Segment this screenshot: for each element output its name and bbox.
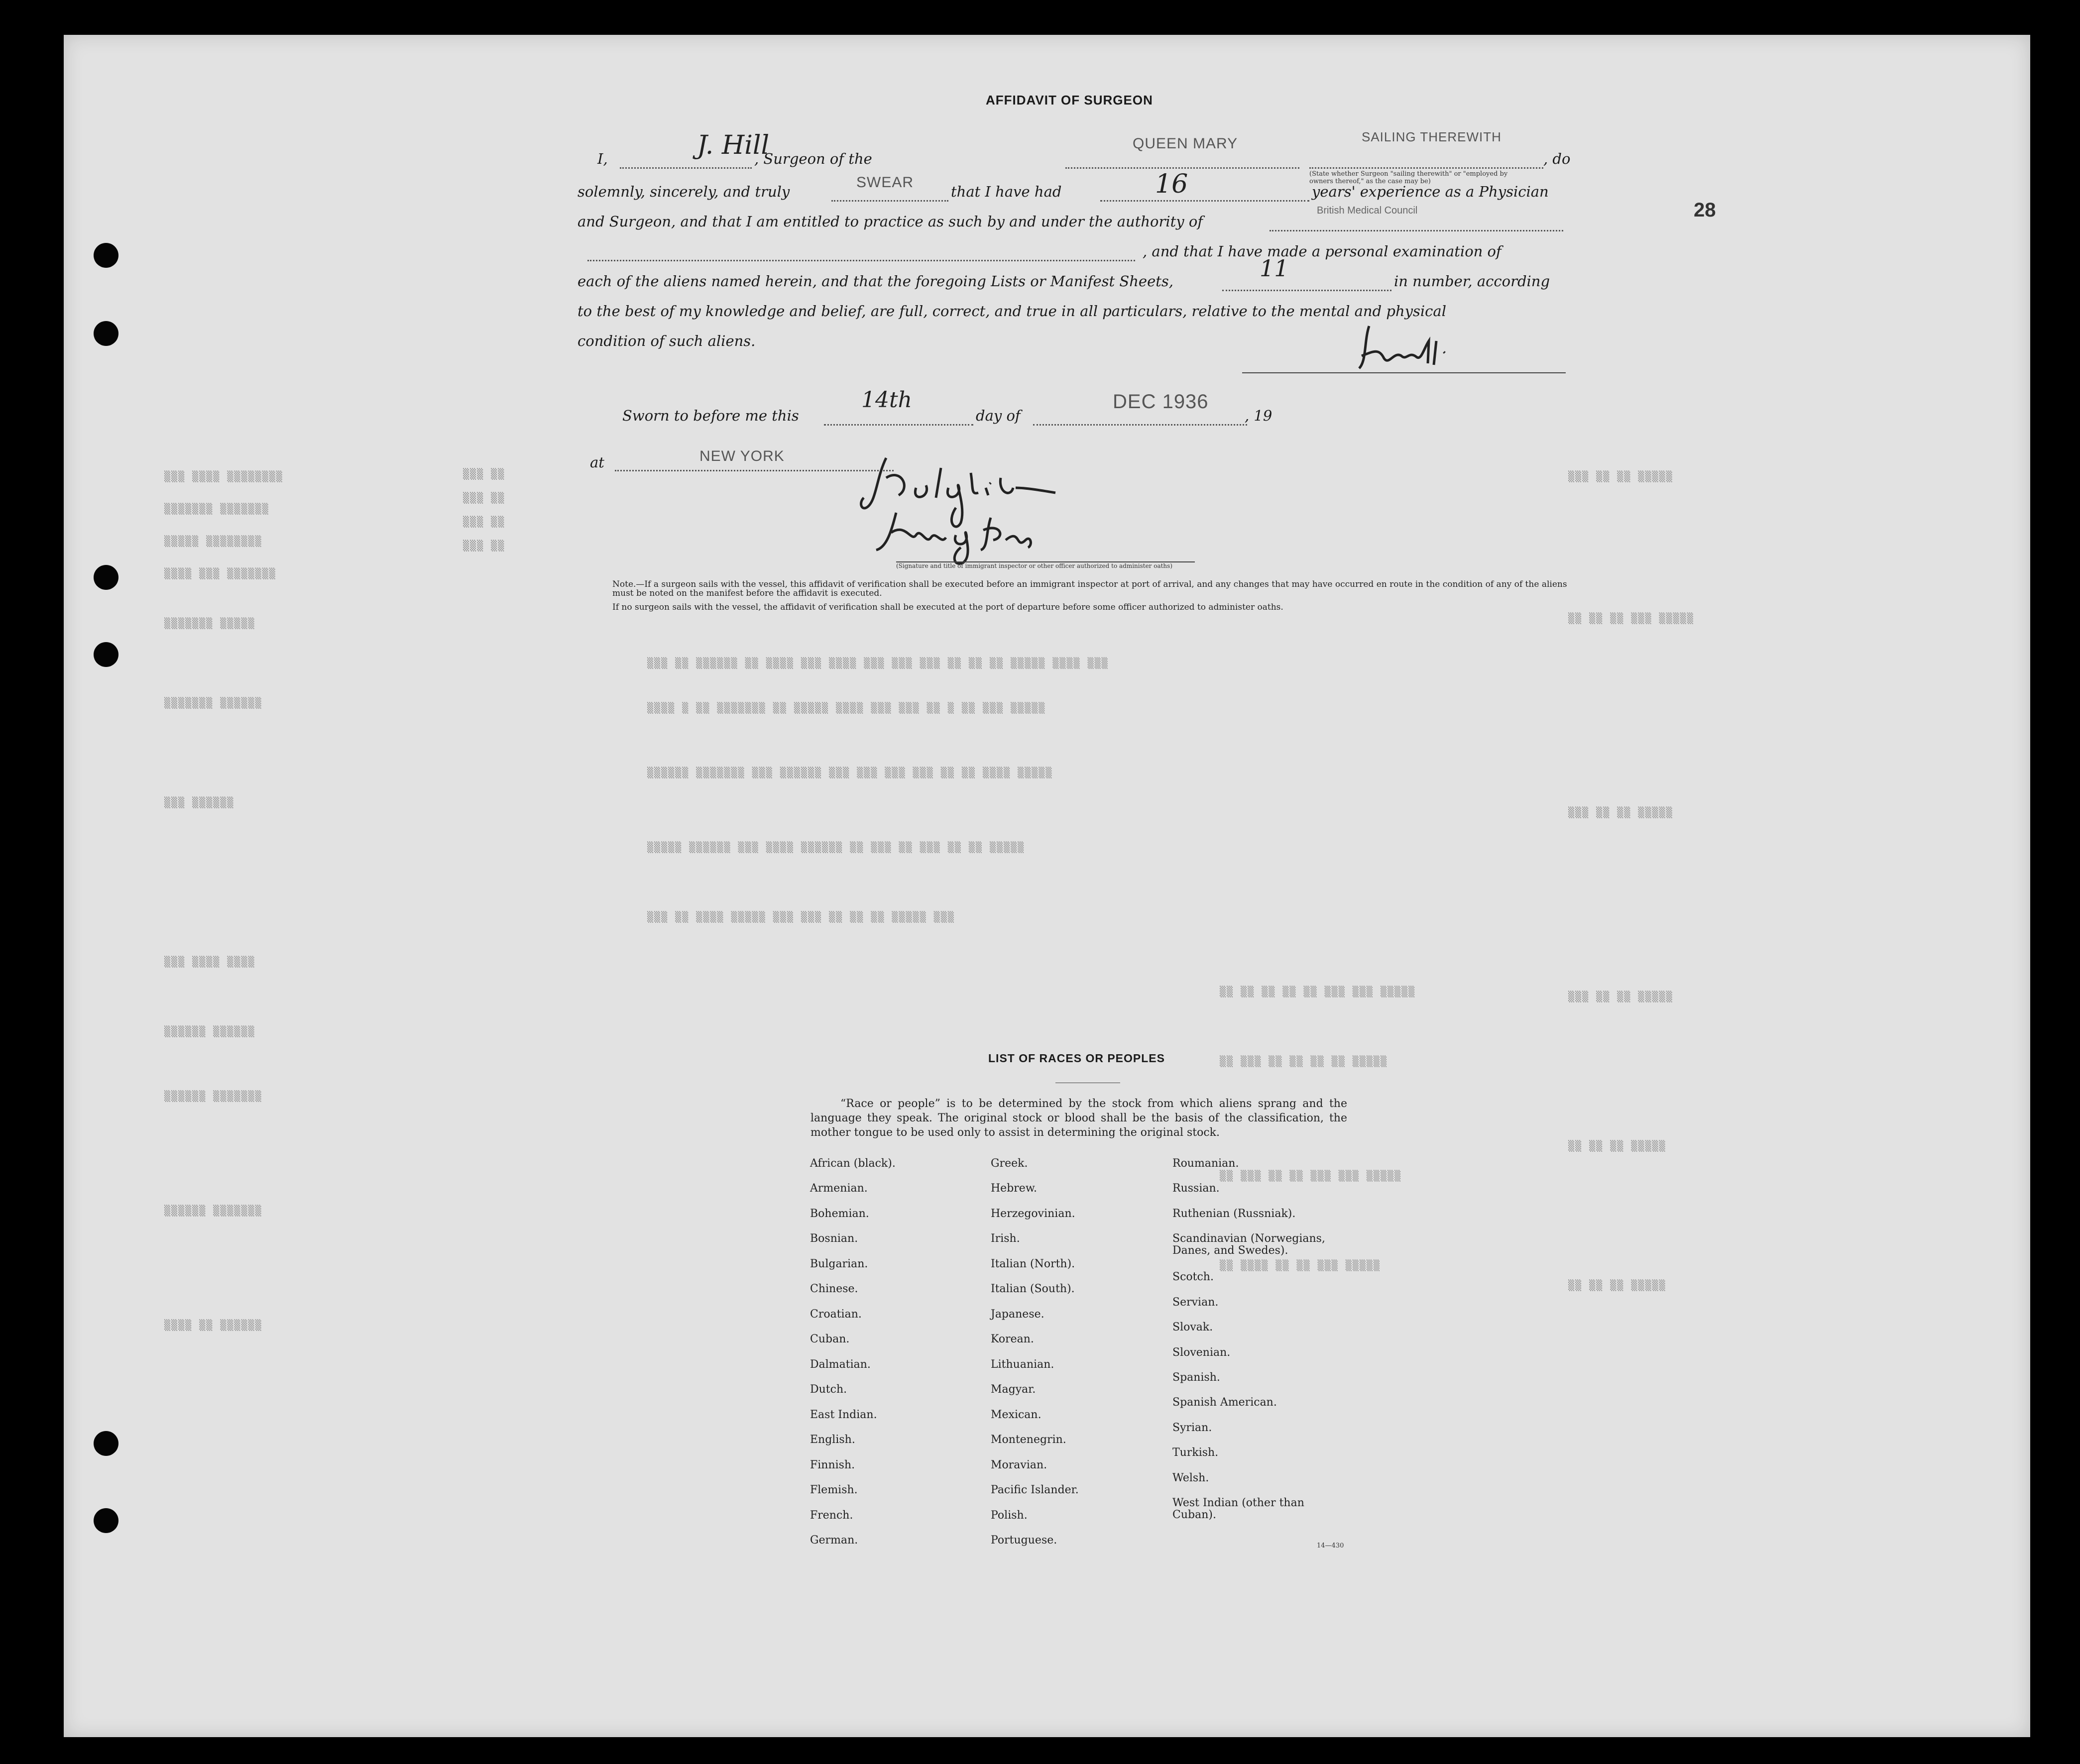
race-item: Chinese.	[810, 1283, 858, 1295]
authority-text: and Surgeon, and that I am entitled to practice as such by and under the authority of	[578, 213, 1203, 230]
race-item: West Indian (other than Cuban).	[1172, 1497, 1304, 1521]
race-item: Herzegovinian.	[991, 1208, 1075, 1220]
punch-hole	[94, 642, 118, 667]
punch-hole	[94, 1508, 118, 1533]
ship-name-stamp: QUEEN MARY	[1133, 135, 1238, 152]
year-prefix: , 19	[1245, 407, 1272, 424]
race-item: Spanish.	[1172, 1371, 1220, 1384]
ship-line	[1065, 167, 1299, 169]
race-item: English.	[810, 1433, 855, 1446]
race-item: Dalmatian.	[810, 1358, 871, 1371]
oath-line	[831, 200, 948, 202]
sworn-label: Sworn to before me this	[622, 407, 799, 424]
race-item: Korean.	[991, 1333, 1034, 1345]
sailing-status-stamp: SAILING THEREWITH	[1362, 129, 1502, 144]
punch-hole	[94, 565, 118, 590]
race-item: Bosnian.	[810, 1232, 858, 1245]
status-line	[1309, 167, 1543, 169]
form-number: 14—430	[1317, 1542, 1344, 1549]
race-item: East Indian.	[810, 1409, 877, 1421]
race-item: Pacific Islander.	[991, 1484, 1079, 1496]
race-item: Bulgarian.	[810, 1258, 868, 1270]
sheets-value: 11	[1260, 255, 1289, 282]
race-item: Portuguese.	[991, 1534, 1057, 1546]
race-item: Syrian.	[1172, 1422, 1212, 1434]
surgeon-name: J. Hill	[697, 130, 770, 160]
sworn-day: 14th	[861, 387, 913, 413]
sworn-day-line	[824, 424, 973, 426]
race-item: Greek.	[991, 1157, 1028, 1170]
sheets-line	[1222, 290, 1391, 291]
race-item: Armenian.	[810, 1182, 868, 1195]
authority-line	[1270, 230, 1563, 231]
examination-text: , and that I have made a personal examination of	[1143, 243, 1502, 260]
race-item: Mexican.	[991, 1409, 1041, 1421]
races-heading: LIST OF RACES OR PEOPLES	[988, 1052, 1165, 1065]
manifest-page	[64, 35, 2030, 1737]
race-item: Japanese.	[991, 1308, 1044, 1321]
race-item: Italian (North).	[991, 1258, 1075, 1270]
years-value: 16	[1155, 169, 1188, 199]
race-item: Scandinavian (Norwegians, Danes, and Swedes).	[1172, 1232, 1325, 1257]
in-number-text: in number, according	[1394, 273, 1550, 290]
race-item: Croatian.	[810, 1308, 862, 1321]
place-line	[615, 470, 894, 471]
inspector-signature	[856, 448, 1205, 567]
race-item: Roumanian.	[1172, 1157, 1239, 1170]
line2-mid: that I have had	[951, 183, 1062, 200]
at-label: at	[590, 454, 604, 471]
race-item: Turkish.	[1172, 1446, 1219, 1459]
sworn-month-line	[1033, 424, 1247, 426]
race-item: German.	[810, 1534, 858, 1546]
race-item: Lithuanian.	[991, 1358, 1054, 1371]
condition-text: condition of such aliens.	[578, 332, 756, 349]
surgeon-of-the-label: , Surgeon of the	[754, 150, 872, 167]
race-item: Italian (South).	[991, 1283, 1075, 1295]
manifest-sheets-text: each of the aliens named herein, and that the foregoing Lists or Manifest Sheets,	[578, 273, 1174, 290]
race-item: Dutch.	[810, 1383, 847, 1396]
place-stamp: NEW YORK	[699, 448, 785, 464]
do-label: , do	[1543, 150, 1571, 167]
race-item: Bohemian.	[810, 1208, 869, 1220]
race-item: Welsh.	[1172, 1472, 1209, 1484]
race-item: Magyar.	[991, 1383, 1036, 1396]
race-item: Servian.	[1172, 1296, 1219, 1309]
race-item: Moravian.	[991, 1459, 1047, 1471]
race-item: Slovenian.	[1172, 1346, 1231, 1359]
affidavit-heading: AFFIDAVIT OF SURGEON	[986, 93, 1153, 108]
punch-hole	[94, 243, 118, 268]
belief-text: to the best of my knowledge and belief, are full, correct, and true in all particulars, relative to the mental and physical	[578, 303, 1446, 320]
note-no-surgeon: If no surgeon sails with the vessel, the affidavit of verification shall be executed at the port of departure before some officer authorized to administer oaths.	[612, 602, 1283, 612]
blank-line	[587, 260, 1135, 261]
official-caption: (Signature and title of immigrant inspector or other officer authorized to administer oaths)	[896, 562, 1172, 569]
authority-stamp: British Medical Council	[1317, 205, 1418, 216]
race-item: Slovak.	[1172, 1321, 1213, 1333]
note-surgeon-sails: Note.—If a surgeon sails with the vessel, this affidavit of verification shall be executed before an immigrant inspector at port of arrival, and any changes that may have occurred en route in the condition of any of the aliens must be noted on the manifest before the affidavit is executed.	[612, 579, 1567, 598]
race-item: Cuban.	[810, 1333, 850, 1345]
race-item: Polish.	[991, 1509, 1028, 1522]
race-item: Finnish.	[810, 1459, 855, 1471]
race-item: Ruthenian (Russniak).	[1172, 1208, 1296, 1220]
day-of-label: day of	[976, 407, 1021, 424]
oath-stamp: SWEAR	[856, 174, 914, 191]
race-item: Russian.	[1172, 1182, 1220, 1195]
punch-hole	[94, 321, 118, 346]
line2-start: solemnly, sincerely, and truly	[578, 183, 790, 200]
race-item: Hebrew.	[991, 1182, 1038, 1195]
i-label: I,	[597, 150, 608, 167]
surgeon-signature	[1354, 321, 1503, 376]
race-item: Spanish American.	[1172, 1396, 1277, 1409]
race-item: Scotch.	[1172, 1271, 1214, 1283]
races-intro: “Race or people” is to be determined by the stock from which aliens sprang and the language they speak. The original stock or blood shall be the basis of the classification, the mother tongue to be used only to assist in determining the original stock.	[810, 1098, 1347, 1139]
status-note: (State whether Surgeon "sailing therewith" or "employed by owners thereof," as the case may be)	[1309, 170, 1508, 185]
surgeon-name-line	[620, 167, 752, 169]
race-item: African (black).	[810, 1157, 896, 1170]
race-item: Flemish.	[810, 1484, 858, 1496]
page-number: 28	[1694, 199, 1716, 221]
race-item: Irish.	[991, 1232, 1020, 1245]
date-stamp: DEC 1936	[1113, 391, 1209, 413]
race-item: Montenegrin.	[991, 1433, 1066, 1446]
years-line	[1100, 200, 1309, 202]
line3-start: years' experience as a Physician	[1312, 183, 1549, 200]
race-item: French.	[810, 1509, 853, 1522]
punch-hole	[94, 1431, 118, 1456]
